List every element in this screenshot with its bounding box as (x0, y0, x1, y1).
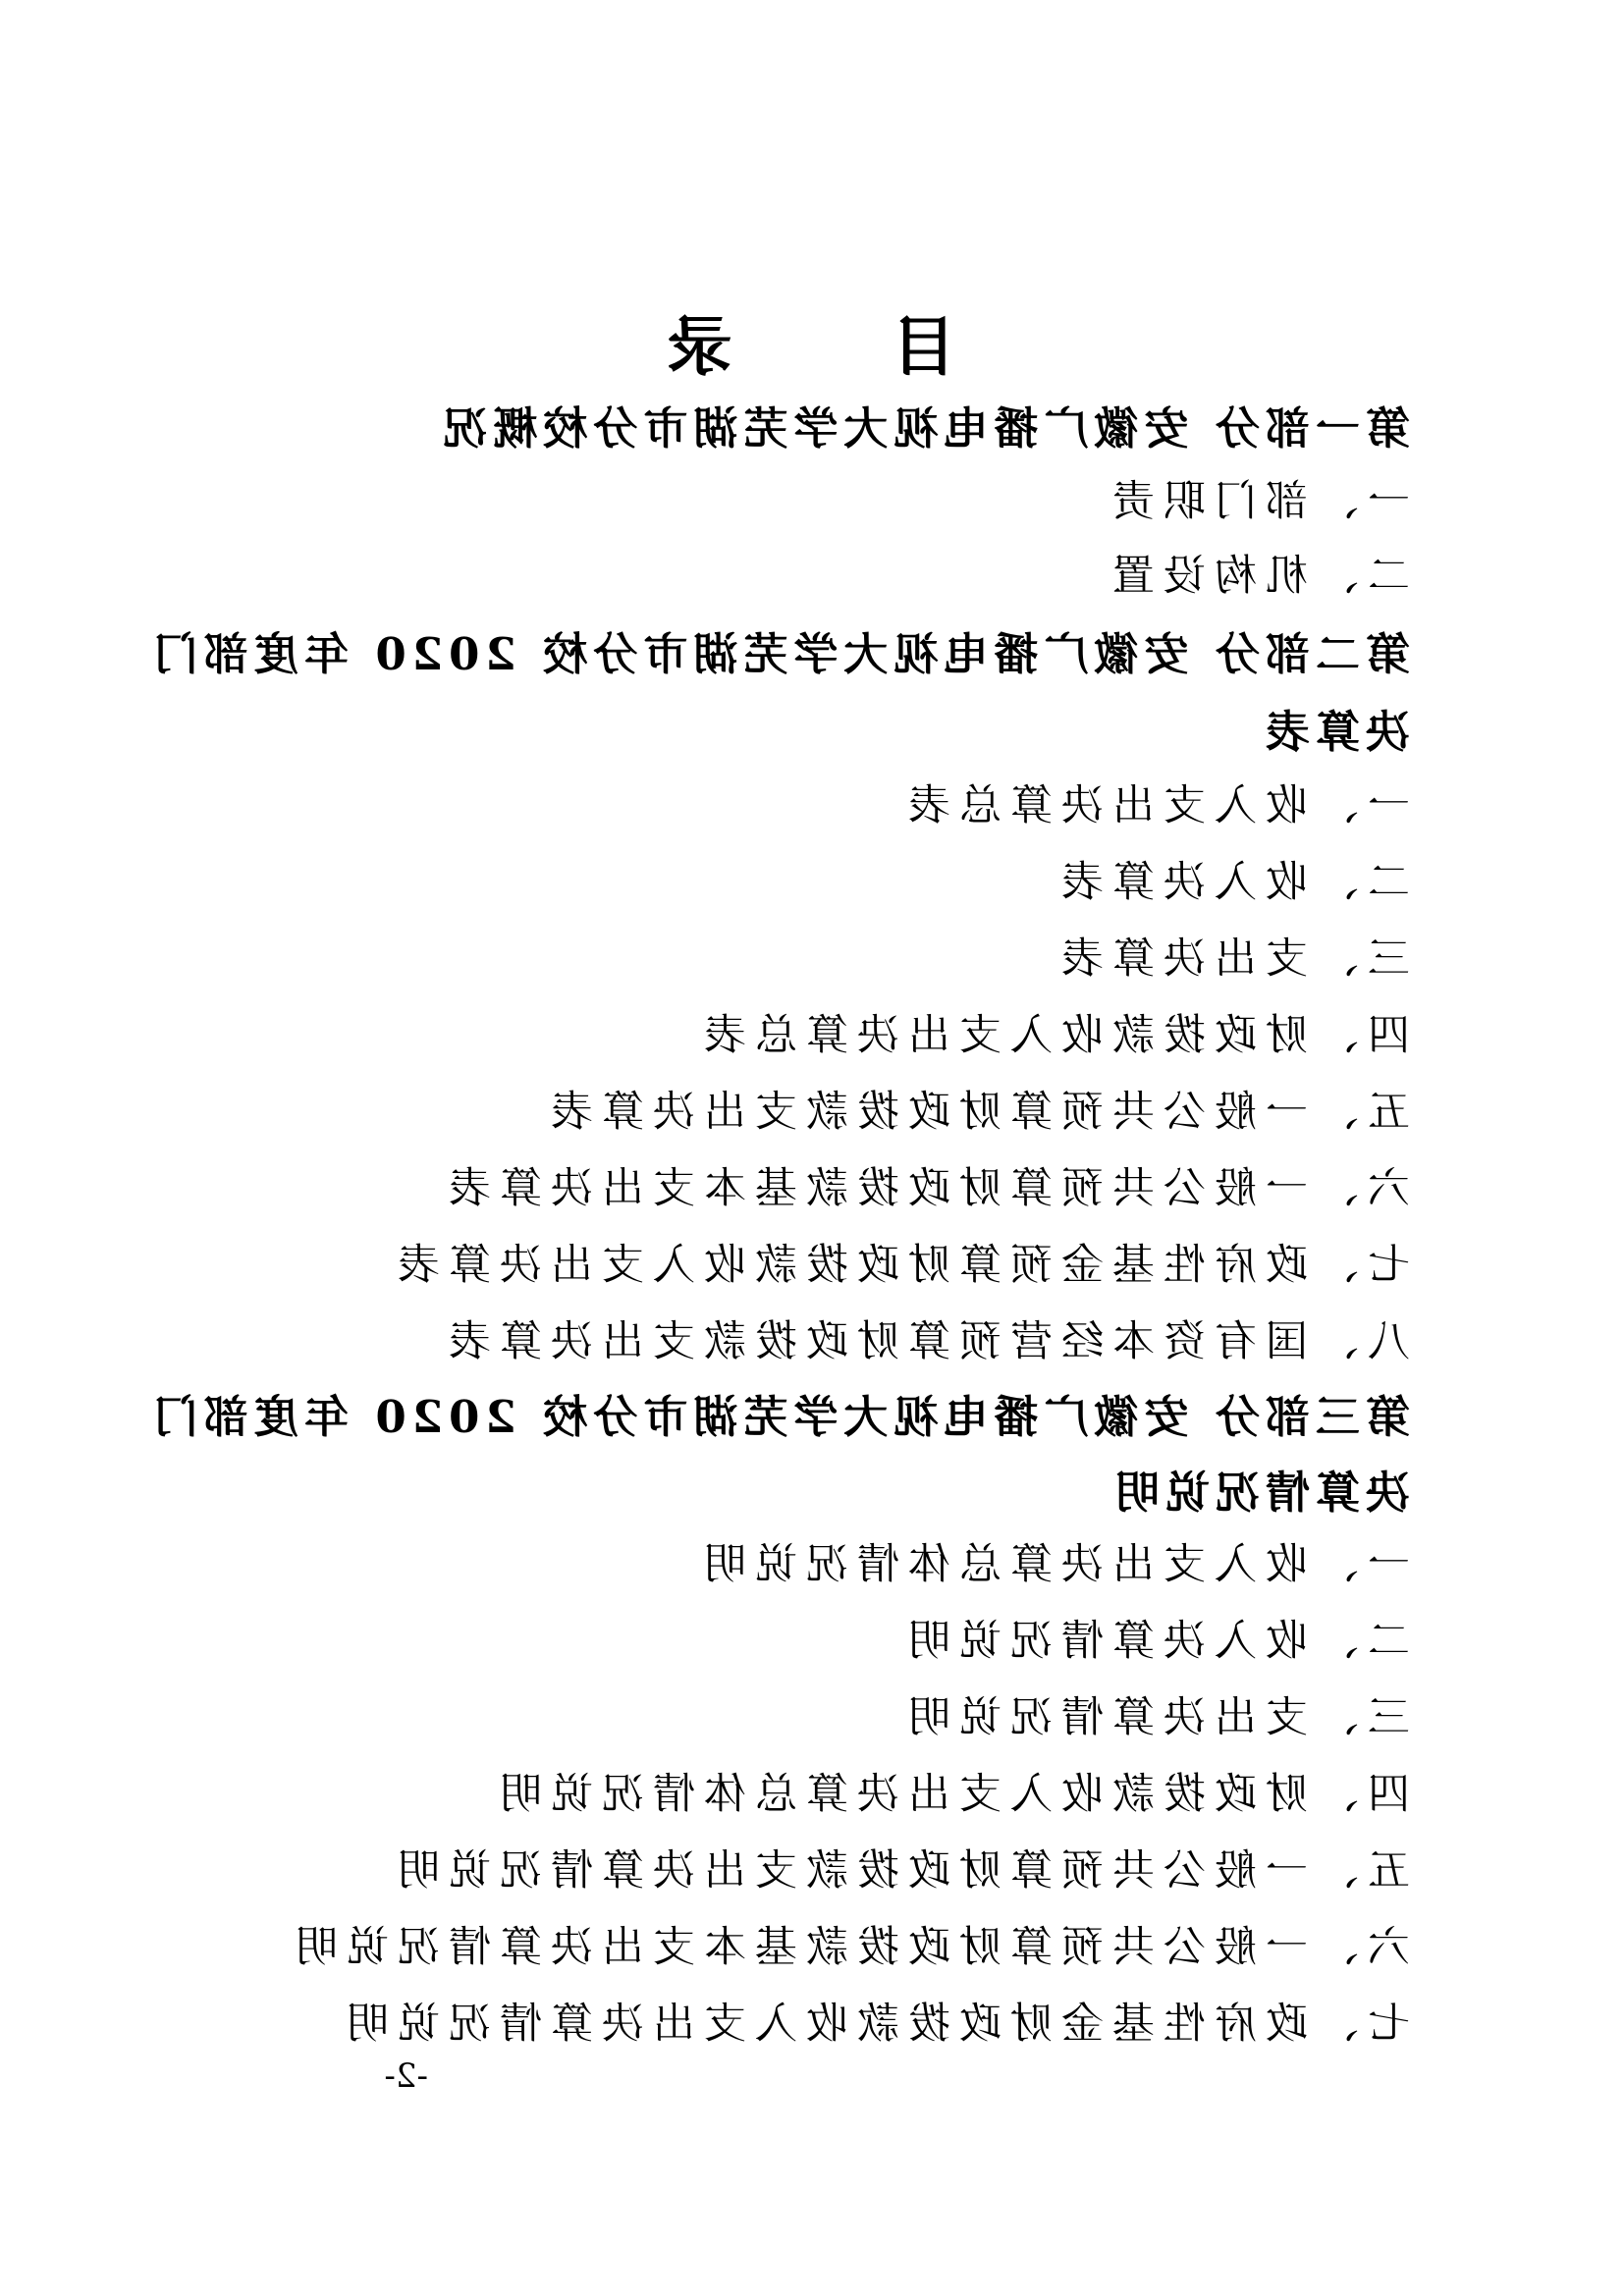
toc-item: 八、国有资本经营预算财政拨款支出决算表 (440, 1317, 1410, 1366)
toc-item: 六、一般公共预算财政拨款基本支出决算表 (440, 1164, 1410, 1213)
toc-item: 五、一般公共预算财政拨款支出决算表 (542, 1088, 1410, 1137)
toc-item: 三、支出决算表 (1053, 934, 1410, 984)
toc-item: 一、收入支出决算总表 (899, 781, 1410, 830)
toc-item: 二、收入决算表 (1053, 858, 1410, 907)
toc-item: 七、政府性基金财政拨款收入支出决算情况说明 (338, 2000, 1410, 2049)
toc-item: 五、一般公共预算财政拨款支出决算情况说明 (389, 1846, 1410, 1896)
toc-item: 一、部门职责 (1104, 477, 1410, 526)
toc-item: 一、收入支出决算总体情况说明 (695, 1540, 1410, 1589)
toc-item: 三、支出决算情况说明 (899, 1693, 1410, 1742)
toc-title: 目 录 (598, 308, 957, 385)
toc-item: 二、收入决算情况说明 (899, 1617, 1410, 1666)
toc-item: 四、财政拨款收入支出决算总表 (695, 1011, 1410, 1060)
part1-heading: 第一部分 安徽广播电视大学芜湖市分校概况 (437, 402, 1410, 454)
page-number: -2- (384, 2056, 428, 2096)
toc-item: 二、机构设置 (1104, 552, 1410, 601)
part3-heading-line1: 第三部分 安徽广播电视大学芜湖市分校 2020 年度部门 (147, 1391, 1410, 1443)
part2-heading-line2: 决算表 (1259, 706, 1410, 758)
toc-item: 六、一般公共预算财政拨款基本支出决算情况说明 (287, 1923, 1410, 1972)
toc-item: 七、政府性基金预算财政拨款收入支出决算表 (389, 1241, 1410, 1290)
part2-heading-line1: 第二部分 安徽广播电视大学芜湖市分校 2020 年度部门 (147, 628, 1410, 680)
part3-heading-line2: 决算情况说明 (1109, 1467, 1410, 1519)
toc-item: 四、财政拨款收入支出决算总体情况说明 (491, 1770, 1410, 1819)
